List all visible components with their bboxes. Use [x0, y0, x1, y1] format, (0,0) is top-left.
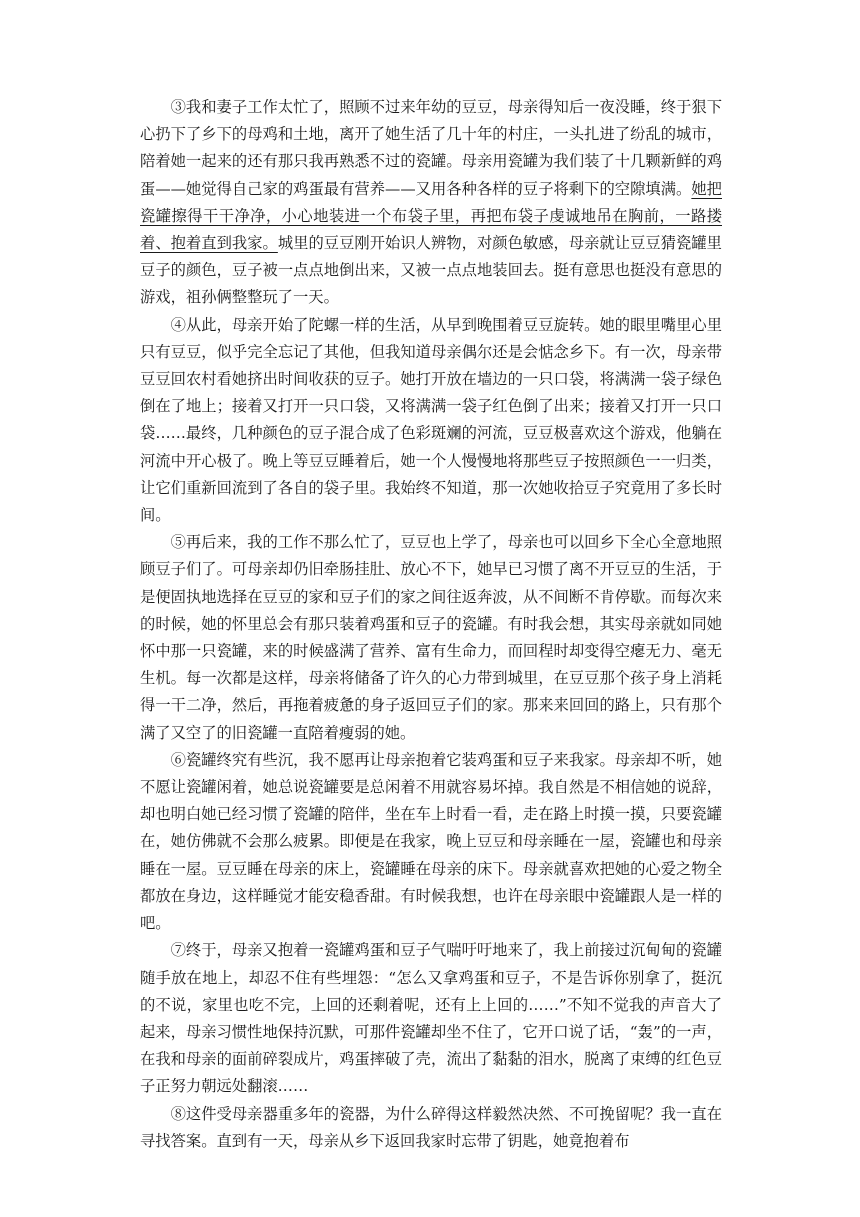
paragraph-6: ⑥瓷罐终究有些沉，我不愿再让母亲抱着它装鸡蛋和豆子来我家。母亲却不听，她不愿让瓷罐闲着，她总说瓷罐要是总闲着不用就容易坏掉。我自然是不相信她的说辞，却也明白她已经习惯了瓷罐的陪伴，坐在车上时看一看，走在路上时摸一摸，只要瓷罐在，她仿佛就不会那么疲累。即便是在我家，晚上豆豆和母亲睡在一屋，瓷罐也和母亲睡在一屋。豆豆睡在母亲的床上，瓷罐睡在母亲的床下。母亲就喜欢把她的心爱之物全都放在身边，这样睡觉才能安稳香甜。有时候我想，也许在母亲眼中瓷罐跟人是一样的吧。 [140, 750, 722, 933]
paragraph-7: ⑦终于，母亲又抱着一瓷罐鸡蛋和豆子气喘吁吁地来了，我上前接过沉甸甸的瓷罐随手放在地上，却忍不住有些埋怨：“怎么又拿鸡蛋和豆子，不是告诉你别拿了，挺沉的不说，家里也吃不完，上回的还剩着呢，还有上上回的……”不知不觉我的声音大了起来，母亲习惯性地保持沉默，可那件瓷罐却坐不住了，它开口说了话，“轰”的一声，在我和母亲的面前碎裂成片，鸡蛋摔破了壳，流出了黏黏的泪水，脱离了束缚的红色豆子正努力朝远处翻滚…… [140, 941, 722, 1096]
paragraph-8: ⑧这件受母亲器重多年的瓷器，为什么碎得这样毅然决然、不可挽留呢？我一直在寻找答案。直到有一天，母亲从乡下返回我家时忘带了钥匙，她竟抱着布 [140, 1104, 722, 1150]
paragraph-5: ⑤再后来，我的工作不那么忙了，豆豆也上学了，母亲也可以回乡下全心全意地照顾豆子们了。可母亲却仍旧牵肠挂肚、放心不下，她早已习惯了离不开豆豆的生活，于是便固执地选择在豆豆的家和豆子们的家之间往返奔波，从不间断不肯停歇。而每次来的时候，她的怀里总会有那只装着鸡蛋和豆子的瓷罐。有时我会想，其实母亲就如同她怀中那一只瓷罐，来的时候盛满了营养、富有生命力，而回程时却变得空瘪无力、毫无生机。每一次都是这样，母亲将储备了许久的心力带到城里，在豆豆那个孩子身上消耗得一干二净，然后，再拖着疲惫的身子返回豆子们的家。那来来回回的路上，只有那个满了又空了的旧瓷罐一直陪着瘦弱的她。 [140, 533, 722, 742]
paragraph-3-underlined-sentence: 她把瓷罐擦得干干净净，小心地装进一个布袋子里，再把布袋子虔诚地吊在胸前，一路搂着、抱着直到我家。 [140, 179, 722, 253]
paragraph-3 [140, 94, 722, 312]
paragraph-3-text-before: ③我和妻子工作太忙了，照顾不过来年幼的豆豆，母亲得知后一夜没睡，终于狠下心扔下了乡下的母鸡和土地，离开了她生活了几十年的村庄，一头扎进了纷乱的城市，陪着她一起来的还有那只我再熟悉不过的瓷罐。母亲用瓷罐为我们装了十几颗新鲜的鸡蛋——她觉得自己家的鸡蛋最有营养——又用各种各样的豆子将剩下的空隙填满。 [140, 98, 722, 198]
paragraph-3-text-after: 城里的豆豆刚开始识人辨物，对颜色敏感，母亲就让豆豆猜瓷罐里豆子的颜色，豆子被一点点地倒出来，又被一点点地装回去。挺有意思也挺没有意思的游戏，祖孙俩整整玩了一天。 [140, 234, 722, 307]
article-body [140, 94, 722, 1155]
paragraph-4: ④从此，母亲开始了陀螺一样的生活，从早到晚围着豆豆旋转。她的眼里嘴里心里只有豆豆，似乎完全忘记了其他，但我知道母亲偶尔还是会惦念乡下。有一次，母亲带豆豆回农村看她挤出时间收获的豆子。她打开放在墙边的一只口袋，将满满一袋子绿色倒在了地上；接着又打开一只口袋，又将满满一袋子红色倒了出来；接着又打开一只口袋……最终，几种颜色的豆子混合成了色彩斑斓的河流，豆豆极喜欢这个游戏，他躺在河流中开心极了。晚上等豆豆睡着后，她一个人慢慢地将那些豆子按照颜色一一归类，让它们重新回流到了各自的袋子里。我始终不知道，那一次她收拾豆子究竟用了多长时间。 [140, 315, 722, 525]
